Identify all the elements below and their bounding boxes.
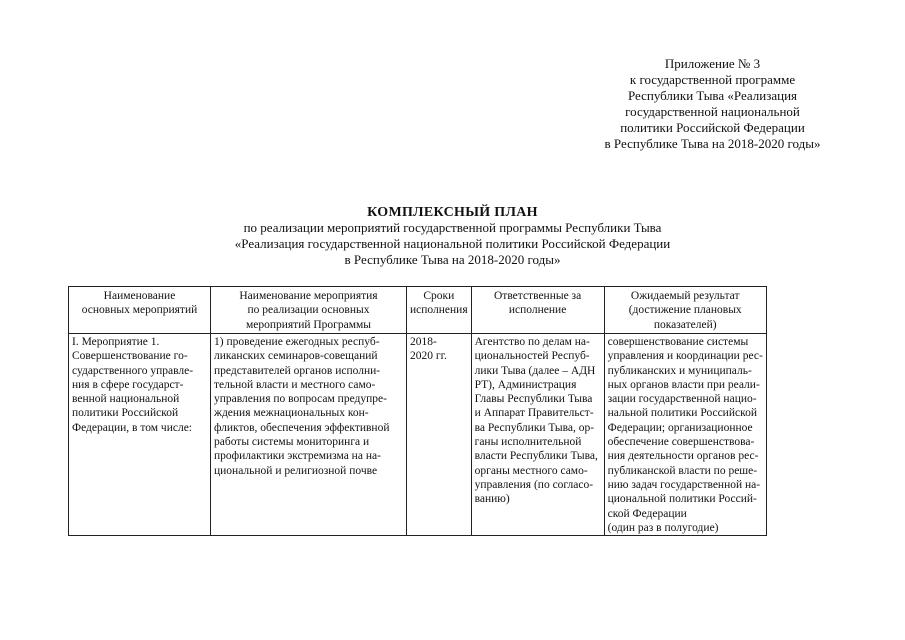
header-result: Ожидаемый результат (достижение плановых показателей) [604, 287, 766, 334]
cell-activity: 1) проведение ежегодных респуб- ликанских семинаров-совещаний представителей органов исполни- тельной власти и местного само- управления по вопросам предупре- ждения межнациональных кон- фликтов, обеспечения эффективной работы системы мониторинга и профилактики экстремизма на на- циональной и религиозной почве [211, 334, 407, 536]
cell-deadline: 2018- 2020 гг. [407, 334, 472, 536]
cell-result: совершенствование системы управления и координации рес- публиканских и муниципаль- ных органов власти при реали- зации государственной нацио- нальной политики Российской Федерации; организационное обеспечение совершенствова- ния деятельности органов рес- публиканской власти по реше- нию задач государственной на- циональной политики Россий- ской Федерации (один раз в полугодие) [604, 334, 766, 536]
appendix-line: в Республике Тыва на 2018-2020 годы» [604, 136, 821, 151]
appendix-line: политики Российской Федерации [620, 120, 805, 135]
plan-title: КОМПЛЕКСНЫЙ ПЛАН [367, 205, 538, 220]
plan-table [68, 286, 767, 536]
table-row [69, 334, 767, 536]
header-main-events: Наименование основных мероприятий [69, 287, 211, 334]
cell-main-event: I. Мероприятие 1. Совершенствование го- сударственного управле- ния в сфере государст- венной национальной политики Российской Федерации, в том числе: [69, 334, 211, 536]
header-responsible: Ответственные за исполнение [471, 287, 604, 334]
subtitle-line: в Республике Тыва на 2018-2020 годы» [344, 252, 561, 267]
plan-subtitle [0, 220, 905, 268]
appendix-line: государственной национальной [625, 104, 800, 119]
appendix-line: Приложение № 3 [664, 56, 761, 71]
cell-responsible: Агентство по делам на- циональностей Респуб- лики Тыва (далее – АДН РТ), Администрация Главы Республики Тыва и Аппарат Правительст- ва Республики Тыва, ор- ганы исполнительной власти Республики Тыва, органы местного само- управления (по согласо- ванию) [471, 334, 604, 536]
table-header-row [69, 287, 767, 334]
appendix-line: к государственной программе [629, 72, 796, 87]
header-deadline: Сроки исполнения [407, 287, 472, 334]
appendix-line: Республики Тыва «Реализация [627, 88, 798, 103]
header-activities: Наименование мероприятия по реализации основных мероприятий Программы [211, 287, 407, 334]
subtitle-line: по реализации мероприятий государственной программы Республики Тыва [243, 220, 662, 235]
appendix-block [575, 56, 850, 152]
subtitle-line: «Реализация государственной национальной политики Российской Федерации [234, 236, 671, 251]
